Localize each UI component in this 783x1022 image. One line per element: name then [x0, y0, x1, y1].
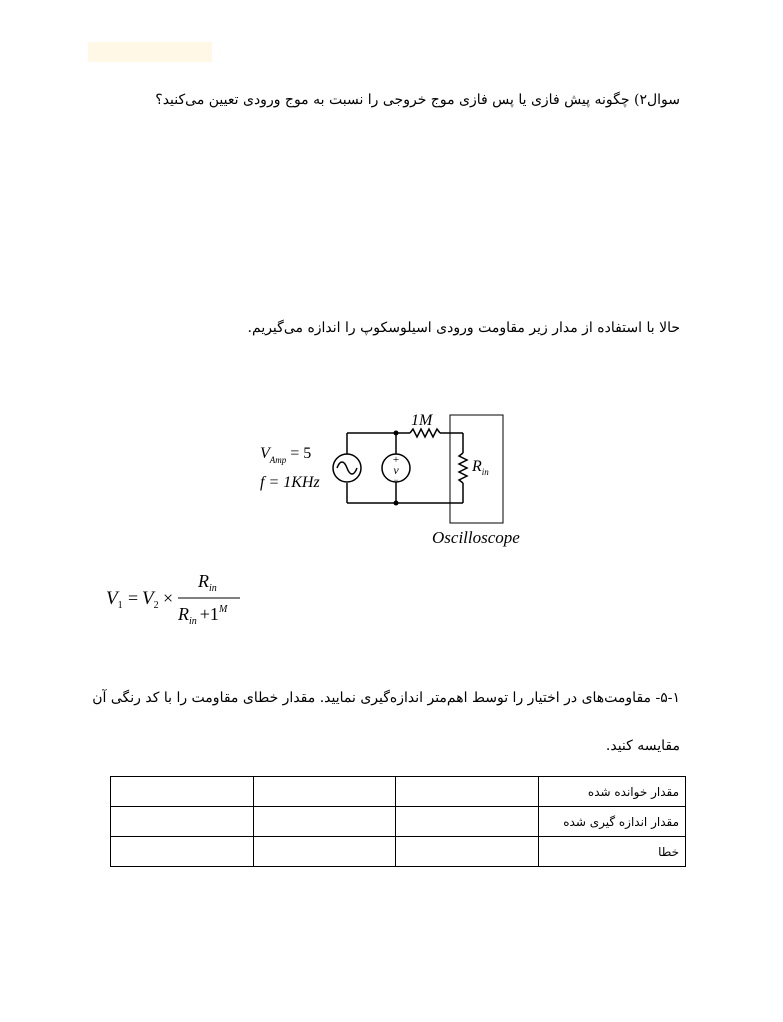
table-cell[interactable]	[111, 837, 254, 867]
table-cell[interactable]	[111, 777, 254, 807]
section-5-1-line2: مقایسه کنید.	[605, 738, 680, 754]
measurement-table	[110, 776, 686, 867]
row-label-measured-value: مقدار اندازه گیری شده	[539, 807, 686, 837]
voltmeter-label: v	[393, 463, 399, 477]
table-cell[interactable]	[111, 807, 254, 837]
vamp-label: $V_{Amp} = 5$	[260, 445, 312, 465]
frequency-label: f = 1KHz	[260, 474, 320, 491]
highlight-mark	[88, 42, 212, 62]
table-cell[interactable]	[253, 777, 396, 807]
intro-paragraph: حالا با استفاده از مدار زیر مقاومت ورودی اسیلوسکوپ را اندازه می‌گیریم.	[247, 320, 680, 336]
voltmeter-minus: −	[393, 475, 399, 485]
table-cell[interactable]	[253, 807, 396, 837]
formula-times: ×	[163, 588, 174, 608]
voltmeter-plus: +	[392, 454, 400, 466]
table-cell[interactable]	[396, 837, 539, 867]
formula	[100, 568, 260, 630]
resistor-rin	[459, 453, 467, 483]
table-cell[interactable]	[396, 807, 539, 837]
row-label-error: خطا	[539, 837, 686, 867]
table-cell[interactable]	[253, 837, 396, 867]
question-2: سوال۲) چگونه پیش فازی یا پس فازی موج خروجی را نسبت به موج ورودی تعیین می‌کنید؟	[155, 92, 680, 108]
formula-denominator: $R_{in} +1^M$	[178, 604, 228, 627]
section-5-1-line1: ۵-۱- مقاومت‌های در اختیار را توسط اهم‌متر اندازه‌گیری نمایید. مقدار خطای مقاومت را با کد رنگی آن	[92, 690, 680, 706]
resistor-1m	[410, 429, 440, 437]
junction-dot	[394, 431, 399, 436]
formula-equals: =	[128, 588, 139, 608]
table-row	[111, 807, 686, 837]
formula-v2: $V_2$	[142, 588, 159, 611]
row-label-read-value: مقدار خوانده شده	[539, 777, 686, 807]
table-row	[111, 777, 686, 807]
formula-numerator: $R_{in}$	[198, 571, 217, 594]
resistor-1m-label: 1M	[411, 412, 433, 429]
rin-label: $R_{in}$	[472, 458, 489, 477]
formula-v1: $V_1$	[106, 588, 123, 611]
table-row	[111, 837, 686, 867]
table-cell[interactable]	[396, 777, 539, 807]
junction-dot	[394, 501, 399, 506]
oscilloscope-label: Oscilloscope	[432, 528, 520, 547]
circuit-diagram	[250, 405, 540, 550]
